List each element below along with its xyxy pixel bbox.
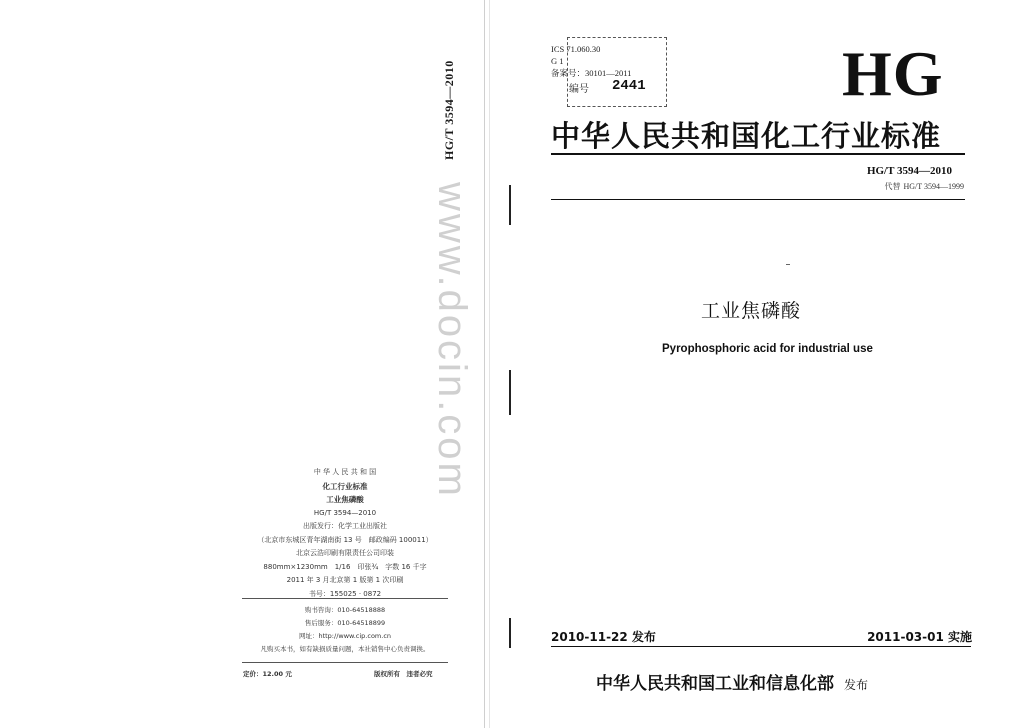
replaces-line xyxy=(881,181,964,192)
price: 定价：12.00 元 xyxy=(243,670,292,678)
classification-block xyxy=(551,43,631,79)
issuer-suffix: 发布 xyxy=(844,678,869,692)
replaces-label: 代替 xyxy=(884,182,901,191)
implementation-date: 2011-03-01 实施 xyxy=(867,630,972,644)
imprint-line: 2011 年 3 月北京第 1 版第 1 次印刷 xyxy=(286,576,404,584)
imprint-line: HG/T 3594—2010 xyxy=(313,508,377,517)
issue-date: 2010-11-22 发布 xyxy=(551,630,656,644)
imprint-line: 880mm×1230mm 1/16 印张¾ 字数 16 千字 xyxy=(263,562,427,571)
stamp-number: 2441 xyxy=(612,78,646,94)
footer-rule xyxy=(551,646,971,647)
standard-code: HG/T 3594—2010 xyxy=(866,165,952,177)
spine-standard-code: HG/T 3594—2010 xyxy=(442,60,456,160)
imprint-divider xyxy=(242,598,448,599)
imprint-line: 化工行业标准 xyxy=(322,481,368,491)
imprint-line: 出版发行：化学工业出版社 xyxy=(303,522,387,530)
copyright-notice: 版权所有 违者必究 xyxy=(374,670,433,678)
imprint-line: （北京市东城区青年湖南街 13 号 邮政编码 100011） xyxy=(257,535,433,544)
filing-number: 备案号：30101—2011 xyxy=(551,68,632,78)
page-fold-line xyxy=(484,0,485,728)
gb-class: G 1 xyxy=(551,56,564,66)
imprint-line: 工业焦磷酸 xyxy=(326,495,364,504)
contact-line: 网址：http://www.cip.com.cn xyxy=(298,632,392,640)
contact-line: 售后服务：010-64518899 xyxy=(304,619,386,627)
imprint-divider xyxy=(242,662,448,663)
scan-mark xyxy=(509,618,511,648)
replaces-code: HG/T 3594—1999 xyxy=(903,182,964,191)
title-rule xyxy=(551,153,965,155)
hg-logo: HG xyxy=(842,38,944,109)
contact-line: 购书咨询：010-64518888 xyxy=(304,606,386,614)
watermark: www.docin.com xyxy=(430,182,474,499)
page-fold-shadow xyxy=(489,0,490,728)
imprint-contact-block xyxy=(240,604,450,656)
imprint-line: 北京云浩印刷有限责任公司印装 xyxy=(296,549,394,557)
stamp-label: 编号 xyxy=(569,84,589,95)
scan-mark xyxy=(509,370,511,415)
imprint-line: 书号：155025 · 0872 xyxy=(308,589,382,598)
header-rule xyxy=(551,199,965,200)
issuer xyxy=(596,669,868,694)
document-title-en: Pyrophosphoric acid for industrial use xyxy=(662,343,873,355)
imprint-block xyxy=(240,466,450,601)
contact-line: 凡购买本书，如有缺损质量问题，本社销售中心负责调换。 xyxy=(260,645,430,653)
scan-mark xyxy=(509,185,511,225)
issuer-name: 中华人民共和国工业和信息化部 xyxy=(596,674,834,694)
scan-dash xyxy=(786,264,790,265)
document-title-cn: 工业焦磷酸 xyxy=(701,300,802,322)
ics-code: ICS 71.060.30 xyxy=(551,44,601,54)
imprint-line: 中 华 人 民 共 和 国 xyxy=(313,468,377,476)
standard-title: 中华人民共和国化工行业标准 xyxy=(551,119,942,153)
